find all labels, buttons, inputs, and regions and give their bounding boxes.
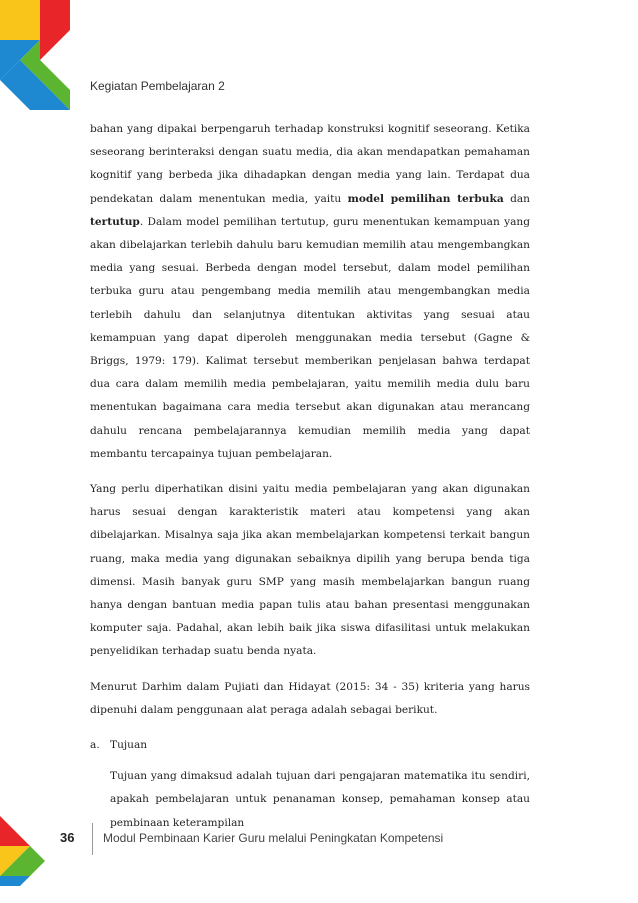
module-logo-icon: [0, 0, 70, 110]
bold-closed-model: tertutup: [90, 215, 140, 228]
chapter-header: Kegiatan Pembelajaran 2: [90, 79, 225, 93]
footer-logo-icon: [0, 816, 60, 886]
footer-divider: [92, 823, 93, 855]
list-item-body: Tujuan yang dimaksud adalah tujuan dari pengajaran matematika itu sendiri, apakah pembelajaran untuk penanaman konsep, pemahaman konsep atau pembinaan keterampilan: [110, 770, 530, 829]
paragraph-criteria-intro: Menurut Darhim dalam Pujiati dan Hidayat (2015: 34 - 35) kriteria yang harus dipenuhi dalam penggunaan alat peraga adalah sebagai berikut.: [90, 680, 530, 716]
page-content: [90, 118, 530, 847]
list-marker: a.: [90, 739, 100, 752]
page-number: 36: [60, 830, 75, 845]
paragraph-media-selection: bahan yang dipakai berpengaruh terhadap konstruksi kognitif seseorang. Ketika seseorang berinteraksi dengan suatu media, dia akan mendapatkan pemahaman kognitif yang berbeda jika dihadapkan dengan media yang lain. Terdapat dua pendekatan dalam menentukan media, yaitu model pemilihan terbuka dan tertutup. Dalam model pemilihan tertutup, guru menentukan kemampuan yang akan dibelajarkan terlebih dahulu baru kemudian memilih atau mengembangkan media yang sesuai. Berbeda dengan model tersebut, dalam model pemilihan terbuka guru atau pengembang media memilih atau mengembangkan media terlebih dahulu dan selanjutnya ditentukan aktivitas yang sesuai atau kemampuan yang dapat diperoleh menggunakan media tersebut (Gagne & Briggs, 1979: 179). Kalimat tersebut memberikan penjelasan bahwa terdapat dua cara dalam memilih media pembelajaran, yaitu memilih media dulu baru menentukan bagaimana cara media tersebut akan digunakan atau merancang dahulu rencana pembelajarannya kemudian memilih media yang dapat membantu tercapainya tujuan pembelajaran.: [90, 123, 530, 460]
list-item: [90, 734, 530, 757]
paragraph-characteristics: Yang perlu diperhatikan disini yaitu media pembelajaran yang akan digunakan harus sesuai dengan karakteristik materi atau kompetensi yang akan dibelajarkan. Misalnya saja jika akan membelajarkan kompetensi terkait bangun ruang, maka media yang digunakan sebaiknya dipilih yang berupa benda tiga dimensi. Masih banyak guru SMP yang masih membelajarkan bangun ruang hanya dengan bantuan media papan tulis atau bahan presentasi menggunakan komputer saja. Padahal, akan lebih baik jika siswa difasilitasi untuk melakukan penyelidikan terhadap suatu benda nyata.: [90, 483, 530, 658]
list-item-title: Tujuan: [110, 739, 148, 752]
footer-title: Modul Pembinaan Karier Guru melalui Peningkatan Kompetensi: [103, 831, 444, 845]
bold-open-model: model pemilihan terbuka: [347, 192, 504, 205]
